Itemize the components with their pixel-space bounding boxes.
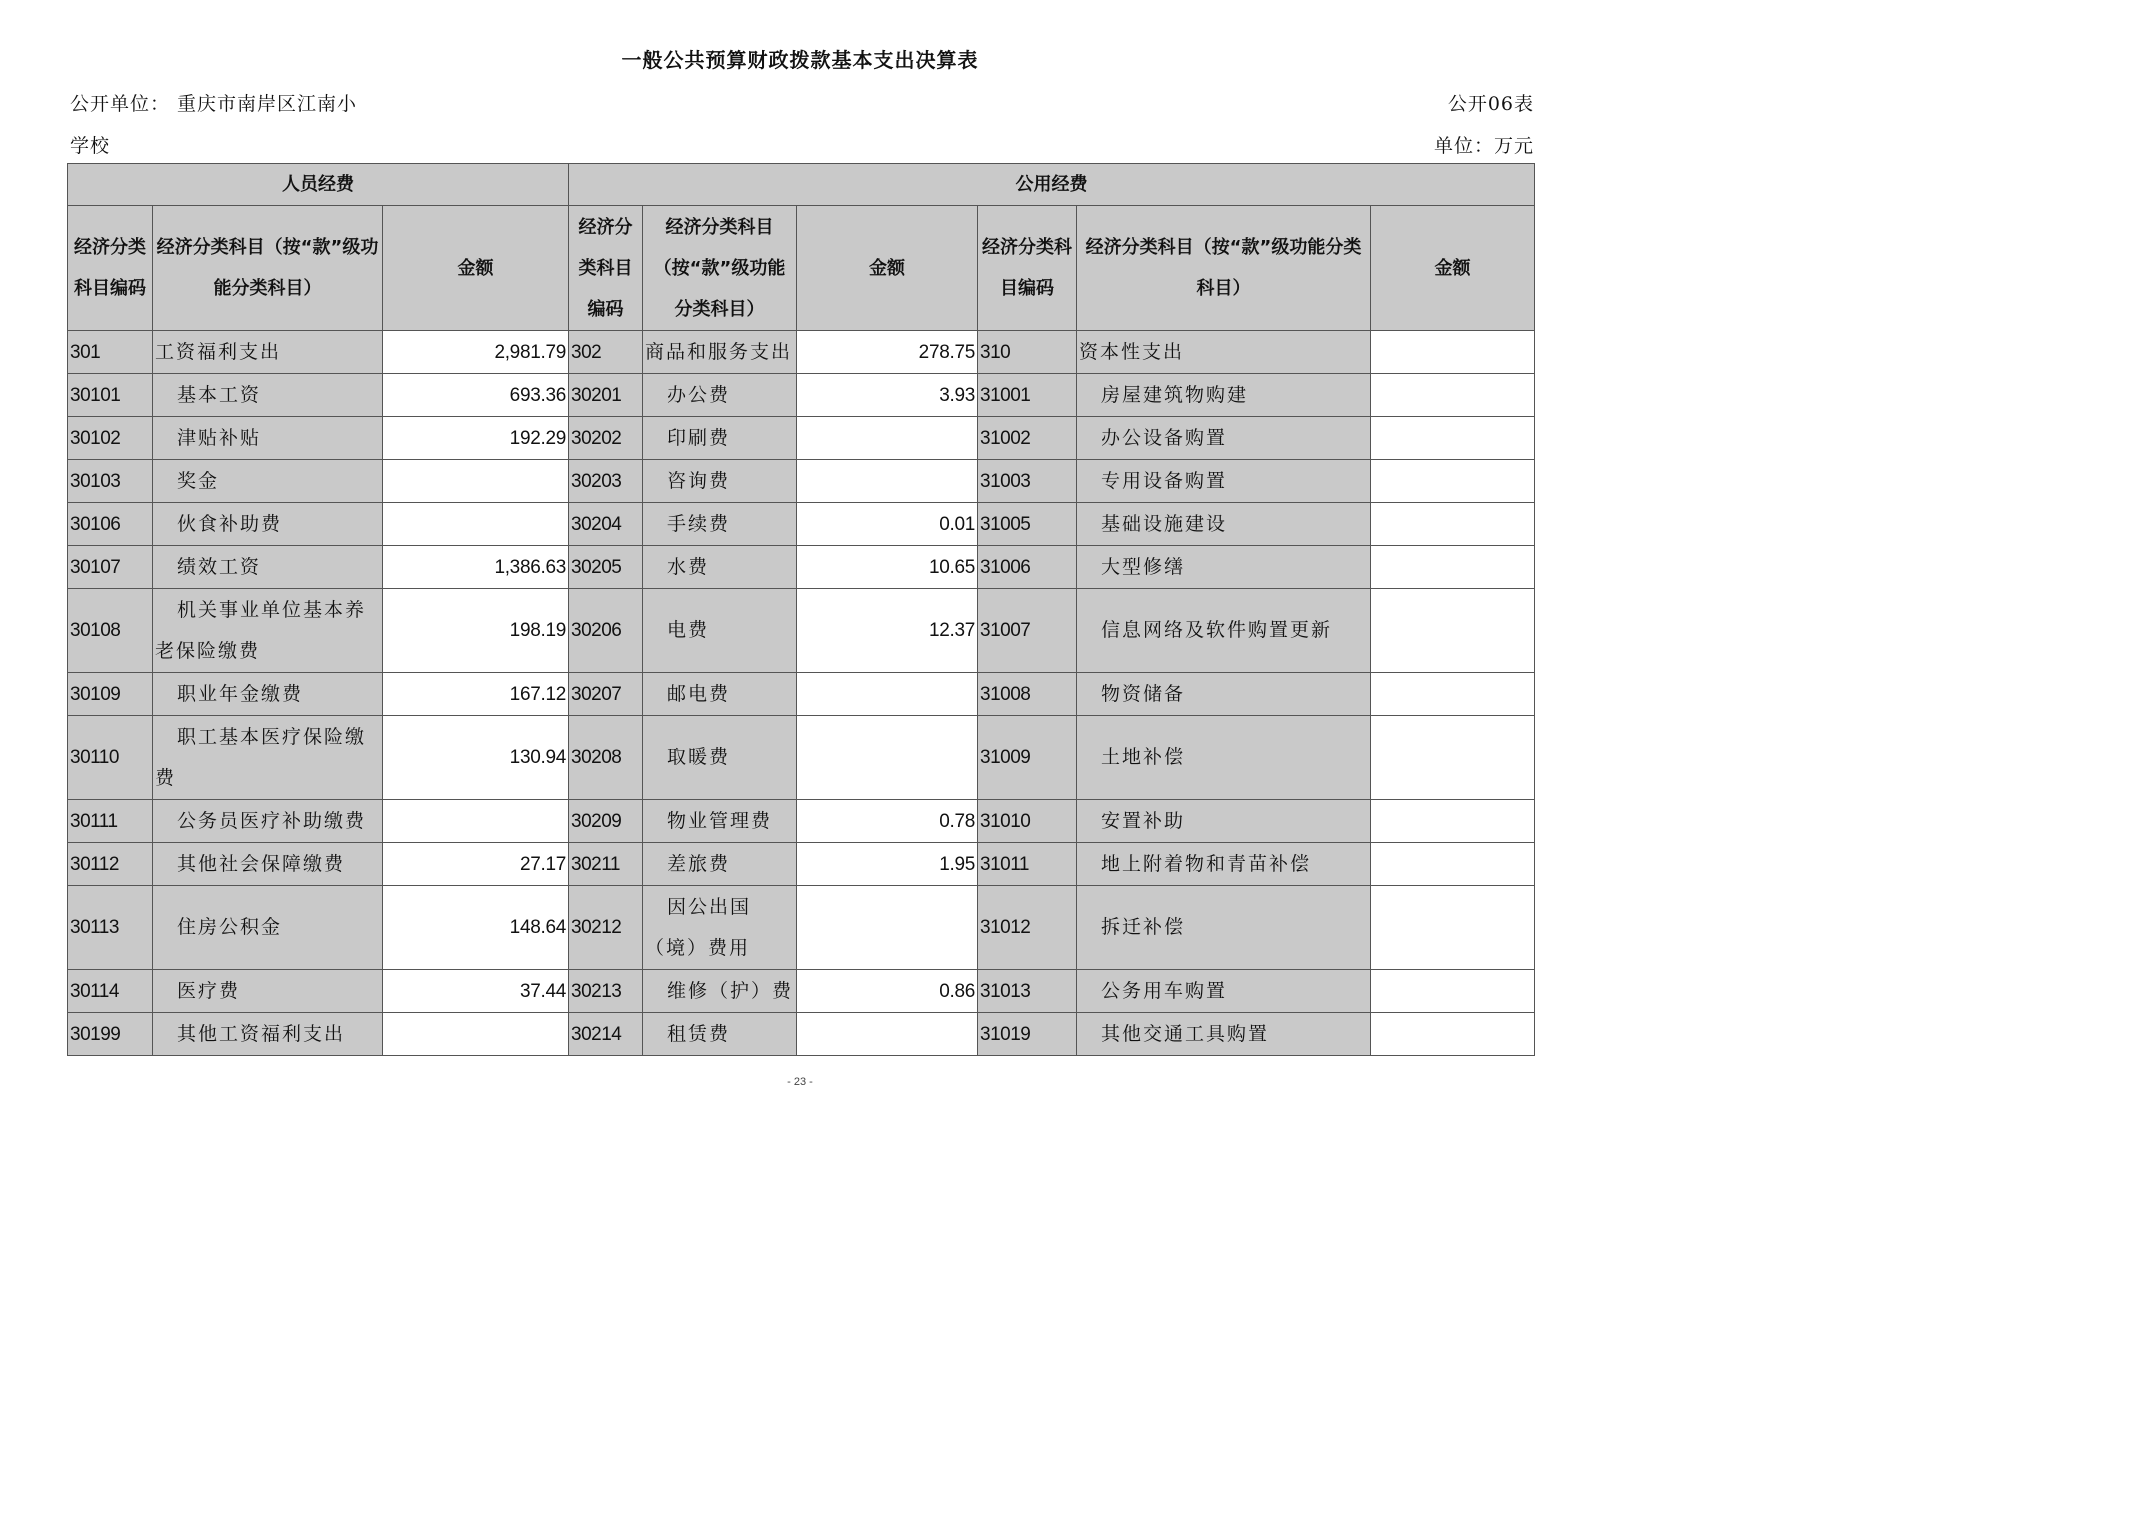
expenditure-table [67, 163, 1535, 1056]
code-cell: 31011 [978, 843, 1077, 886]
table-row [68, 546, 1535, 589]
column-header-name-3: 经济分类科目（按“款”级功能分类科目） [1077, 206, 1371, 331]
code-cell: 30199 [68, 1013, 153, 1056]
amount-cell [1371, 843, 1535, 886]
code-cell: 30106 [68, 503, 153, 546]
column-header-amount-2: 金额 [797, 206, 978, 331]
name-cell: 土地补偿 [1077, 716, 1371, 800]
code-cell: 31007 [978, 589, 1077, 673]
amount-cell: 198.19 [383, 589, 569, 673]
name-cell: 大型修缮 [1077, 546, 1371, 589]
code-cell: 30103 [68, 460, 153, 503]
code-cell: 30110 [68, 716, 153, 800]
table-body [68, 331, 1535, 1056]
code-cell: 30214 [569, 1013, 643, 1056]
amount-cell [1371, 503, 1535, 546]
table-row [68, 589, 1535, 673]
amount-cell: 37.44 [383, 970, 569, 1013]
amount-cell [797, 716, 978, 800]
code-cell: 30113 [68, 886, 153, 970]
code-cell: 310 [978, 331, 1077, 374]
table-row [68, 460, 1535, 503]
name-cell: 专用设备购置 [1077, 460, 1371, 503]
column-header-amount-3: 金额 [1371, 206, 1535, 331]
amount-cell: 3.93 [797, 374, 978, 417]
column-header-code-3: 经济分类科目编码 [978, 206, 1077, 331]
amount-cell: 0.78 [797, 800, 978, 843]
code-cell: 30107 [68, 546, 153, 589]
amount-cell: 0.01 [797, 503, 978, 546]
name-cell: 房屋建筑物购建 [1077, 374, 1371, 417]
name-cell: 津贴补贴 [153, 417, 383, 460]
page-title: 一般公共预算财政拨款基本支出决算表 [621, 48, 979, 72]
code-cell: 30213 [569, 970, 643, 1013]
name-cell: 办公费 [643, 374, 797, 417]
unit-label: 公开单位： 重庆市南岸区江南小 [70, 93, 358, 115]
code-cell: 30211 [569, 843, 643, 886]
amount-cell: 0.86 [797, 970, 978, 1013]
name-cell: 维修（护）费 [643, 970, 797, 1013]
code-cell: 31012 [978, 886, 1077, 970]
code-cell: 31001 [978, 374, 1077, 417]
table-row [68, 331, 1535, 374]
name-cell: 住房公积金 [153, 886, 383, 970]
amount-cell [797, 1013, 978, 1056]
column-header-name-2: 经济分类科目（按“款”级功能分类科目） [643, 206, 797, 331]
amount-cell [383, 460, 569, 503]
table-row [68, 886, 1535, 970]
group-header-public: 公用经费 [569, 164, 1535, 206]
code-cell: 30108 [68, 589, 153, 673]
column-header-name-1: 经济分类科目（按“款”级功能分类科目） [153, 206, 383, 331]
amount-cell: 130.94 [383, 716, 569, 800]
name-cell: 水费 [643, 546, 797, 589]
code-cell: 30111 [68, 800, 153, 843]
amount-cell: 2,981.79 [383, 331, 569, 374]
name-cell: 因公出国（境）费用 [643, 886, 797, 970]
amount-cell [1371, 589, 1535, 673]
amount-cell: 1.95 [797, 843, 978, 886]
name-cell: 奖金 [153, 460, 383, 503]
amount-cell [797, 417, 978, 460]
amount-cell [1371, 970, 1535, 1013]
name-cell: 基础设施建设 [1077, 503, 1371, 546]
name-cell: 取暖费 [643, 716, 797, 800]
table-row [68, 843, 1535, 886]
amount-cell: 693.36 [383, 374, 569, 417]
amount-cell [1371, 716, 1535, 800]
code-cell: 30208 [569, 716, 643, 800]
table-row [68, 503, 1535, 546]
name-cell: 印刷费 [643, 417, 797, 460]
name-cell: 资本性支出 [1077, 331, 1371, 374]
amount-cell: 10.65 [797, 546, 978, 589]
column-header-code-1: 经济分类科目编码 [68, 206, 153, 331]
amount-cell: 1,386.63 [383, 546, 569, 589]
name-cell: 公务用车购置 [1077, 970, 1371, 1013]
name-cell: 其他工资福利支出 [153, 1013, 383, 1056]
table-row [68, 374, 1535, 417]
code-cell: 31013 [978, 970, 1077, 1013]
measure-unit: 单位：万元 [1433, 135, 1534, 157]
amount-cell [1371, 886, 1535, 970]
amount-cell: 192.29 [383, 417, 569, 460]
name-cell: 职工基本医疗保险缴费 [153, 716, 383, 800]
code-cell: 30207 [569, 673, 643, 716]
name-cell: 租赁费 [643, 1013, 797, 1056]
name-cell: 伙食补助费 [153, 503, 383, 546]
code-cell: 31009 [978, 716, 1077, 800]
unit-label-continued: 学校 [70, 135, 111, 157]
code-cell: 30205 [569, 546, 643, 589]
code-cell: 30212 [569, 886, 643, 970]
amount-cell [797, 673, 978, 716]
page-number: - 23 - [787, 1076, 813, 1088]
name-cell: 信息网络及软件购置更新 [1077, 589, 1371, 673]
name-cell: 物业管理费 [643, 800, 797, 843]
amount-cell [1371, 331, 1535, 374]
code-cell: 30203 [569, 460, 643, 503]
name-cell: 安置补助 [1077, 800, 1371, 843]
name-cell: 差旅费 [643, 843, 797, 886]
column-header-code-2: 经济分类科目编码 [569, 206, 643, 331]
table-row [68, 716, 1535, 800]
code-cell: 30209 [569, 800, 643, 843]
code-cell: 30114 [68, 970, 153, 1013]
amount-cell [383, 1013, 569, 1056]
group-header-personnel: 人员经费 [68, 164, 569, 206]
code-cell: 302 [569, 331, 643, 374]
amount-cell [383, 503, 569, 546]
code-cell: 30202 [569, 417, 643, 460]
code-cell: 30206 [569, 589, 643, 673]
column-header-amount-1: 金额 [383, 206, 569, 331]
name-cell: 商品和服务支出 [643, 331, 797, 374]
form-number: 公开06表 [1447, 93, 1534, 115]
name-cell: 基本工资 [153, 374, 383, 417]
amount-cell [797, 886, 978, 970]
code-cell: 301 [68, 331, 153, 374]
code-cell: 31005 [978, 503, 1077, 546]
name-cell: 地上附着物和青苗补偿 [1077, 843, 1371, 886]
name-cell: 绩效工资 [153, 546, 383, 589]
amount-cell: 12.37 [797, 589, 978, 673]
amount-cell [1371, 800, 1535, 843]
code-cell: 31008 [978, 673, 1077, 716]
code-cell: 31002 [978, 417, 1077, 460]
table-row [68, 1013, 1535, 1056]
code-cell: 30102 [68, 417, 153, 460]
code-cell: 31019 [978, 1013, 1077, 1056]
amount-cell [1371, 673, 1535, 716]
code-cell: 30101 [68, 374, 153, 417]
amount-cell: 278.75 [797, 331, 978, 374]
name-cell: 拆迁补偿 [1077, 886, 1371, 970]
code-cell: 30201 [569, 374, 643, 417]
code-cell: 31010 [978, 800, 1077, 843]
name-cell: 公务员医疗补助缴费 [153, 800, 383, 843]
amount-cell [383, 800, 569, 843]
code-cell: 31003 [978, 460, 1077, 503]
amount-cell [1371, 1013, 1535, 1056]
amount-cell [797, 460, 978, 503]
code-cell: 31006 [978, 546, 1077, 589]
table-row [68, 970, 1535, 1013]
name-cell: 机关事业单位基本养老保险缴费 [153, 589, 383, 673]
amount-cell [1371, 374, 1535, 417]
name-cell: 手续费 [643, 503, 797, 546]
table-row [68, 800, 1535, 843]
amount-cell [1371, 417, 1535, 460]
name-cell: 医疗费 [153, 970, 383, 1013]
table-row [68, 673, 1535, 716]
table-row [68, 417, 1535, 460]
code-cell: 30112 [68, 843, 153, 886]
amount-cell: 167.12 [383, 673, 569, 716]
name-cell: 咨询费 [643, 460, 797, 503]
name-cell: 职业年金缴费 [153, 673, 383, 716]
amount-cell: 148.64 [383, 886, 569, 970]
code-cell: 30109 [68, 673, 153, 716]
name-cell: 其他交通工具购置 [1077, 1013, 1371, 1056]
name-cell: 其他社会保障缴费 [153, 843, 383, 886]
name-cell: 办公设备购置 [1077, 417, 1371, 460]
amount-cell [1371, 546, 1535, 589]
name-cell: 物资储备 [1077, 673, 1371, 716]
amount-cell [1371, 460, 1535, 503]
name-cell: 工资福利支出 [153, 331, 383, 374]
code-cell: 30204 [569, 503, 643, 546]
name-cell: 邮电费 [643, 673, 797, 716]
amount-cell: 27.17 [383, 843, 569, 886]
name-cell: 电费 [643, 589, 797, 673]
